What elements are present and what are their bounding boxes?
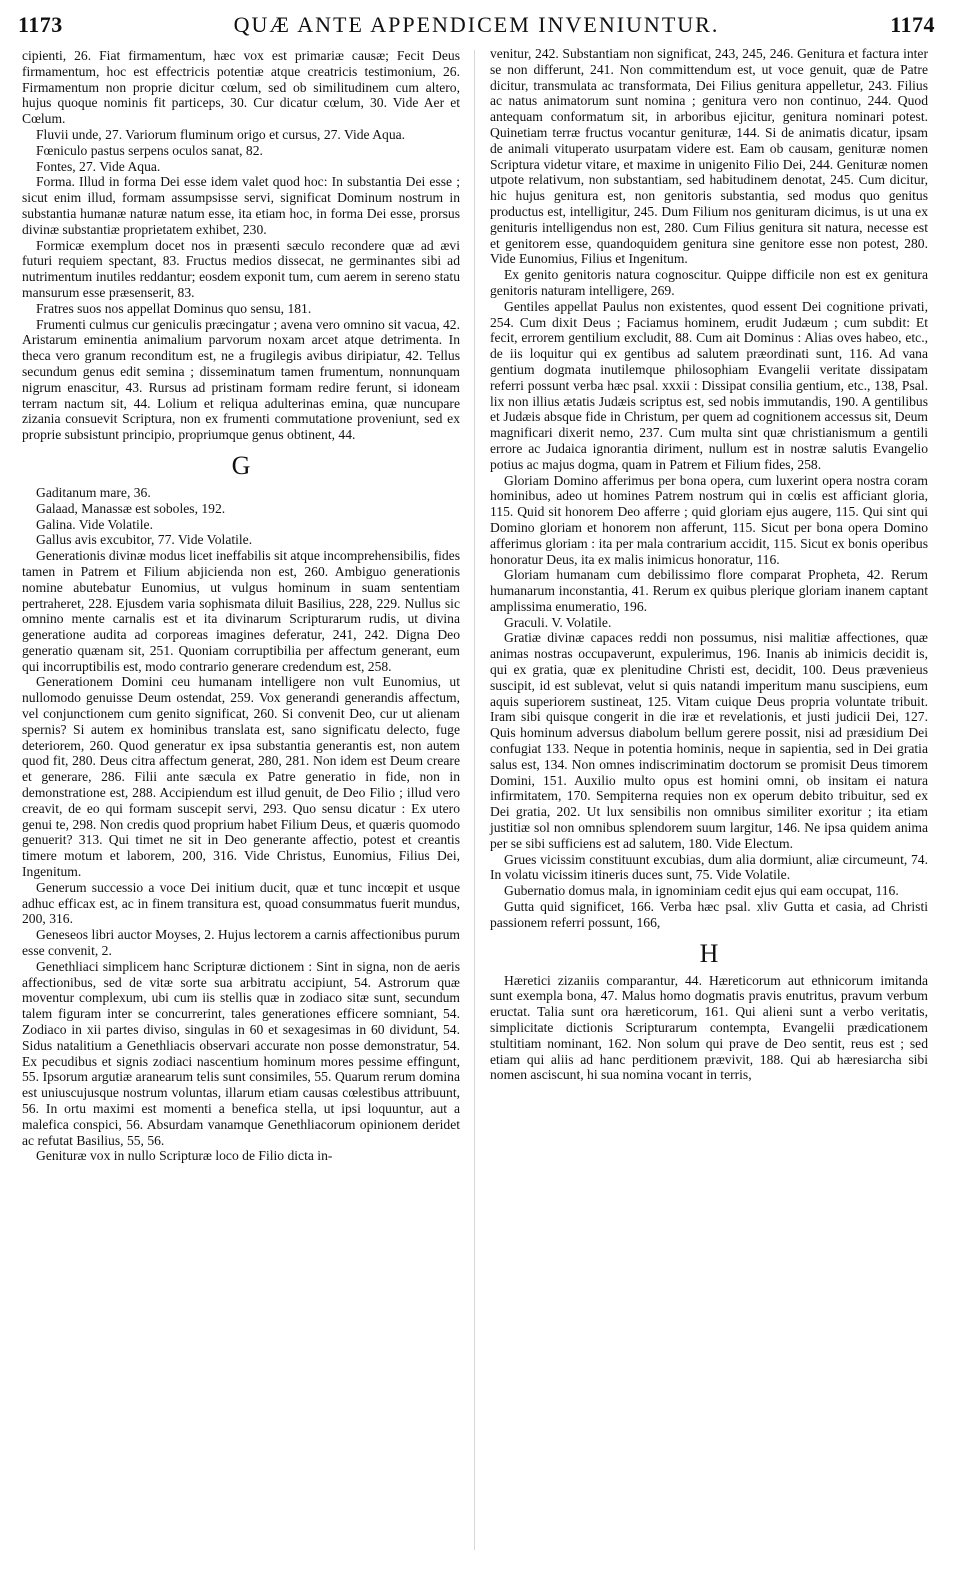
index-entry: Graculi. V. Volatile.	[504, 614, 612, 630]
index-entry: Gloriam humanam cum debilissimo flore comparat Propheta, 42. Rerum humanarum inconstantia, 41. Rerum ex quibus plerique gloriam inanem captant amplissima enumeratio, 196.	[490, 567, 928, 614]
index-entry: Gratiæ divinæ capaces reddi non possumus, nisi malitiæ affectiones, quæ animas nostras occupaverunt, expulerimus, 196. Inanis ab inimicis decidit is, qui ex gratia, quæ ex plenitudine Christi est, decidit, 100. Deus prævenieus suscipit, id est sublevat, velut si quis natandi imperitum manu suscipiens, eum aquis superiorem sustineat, 125. Vitam cuique Deus propria voluntate tribuit. Iram sibi quisque congerit in die iræ et revelationis, et justi judicii Dei, 127. Quis hominum adversus diabolum bellum gerere possit, nisi ad præsidium Dei confugiat 133. Neque in potentia hominis, neque in sapientia, sed in Dei gratia salus est, 134. Non omnes indiscriminatim doctorum se promisit Deus timorem Domini, 151. Auxilio multo opus est homini omni, ob insitam ei natura infirmitatem, 170. Sempiterna requies non ex operum debito tribuitur, sed ex Dei gratia, 202. Ut lux sensibilis non omnibus similiter exoritur ; ita etiam justitiæ sol non omnibus splendorem suum largitur, 146. Ne ipsa quidem anima per se sibi sufficiens est ad salutem, 180. Vide Electum.	[490, 630, 928, 851]
index-entry: Gaditanum mare, 36.	[36, 484, 151, 500]
section-letter-g: G	[231, 450, 251, 480]
index-entry: Forma. Illud in forma Dei esse idem valet quod hoc: In substantia Dei esse ; sicut enim illud, formam assumpsisse servi, significat Dominum nostrum in substantia humanæ naturæ natum esse, ita etiam hoc, in forma Dei esse, prorsus divinæ substantiæ proprietatem exhibet, 230.	[22, 174, 460, 237]
index-entry: cipienti, 26. Fiat firmamentum, hæc vox est primariæ causæ; Fecit Deus firmamentum, hoc est effectricis potentiæ atque creatricis testimonium, 26. Firmamentum non proprie dicitur cœlum, sed ob similitudinem cum altero, hujus quoque nominis fit particeps, 30. Cur dicatur cœlum, 30. Vide Aer et Cœlum.	[22, 48, 460, 127]
index-entry: Ex genito genitoris natura cognoscitur. Quippe difficile non est ex genitura genitoris naturam intelligere, 269.	[490, 267, 928, 298]
right-g-entries	[490, 46, 928, 931]
index-entry: Galaad, Manassæ est soboles, 192.	[36, 500, 226, 516]
index-entry: Generationem Domini ceu humanam intelligere non vult Eunomius, ut nullomodo genuisse Deum ostendat, 259. Vox generandi generandis affectum, vel conjunctionem cum genito significat, 260. Si convenit Deo, cur ut alienam spernis? Si autem ex hominibus translata est, sano significatu delecto, fuge deteriorem, 260. Quod generatur ex ipsa substantia generantis est, non autem quod fit, 280. Deus citra affectum generat, 280, 281. Non idem est Deum creare et generare, 286. Filii ante sæcula ex Patre generatio in fide, non in demonstratione est, 288. Accipiendum est illud genuit, de Deo Filio ; illud vero creavit, de eo qui formam suscepit servi, 293. Quo sensu dicatur : Ex utero genui te, 298. Non credis quod proprium habet Filium Deus, et quæris quomodo genuerit? 313. Qui timet ne sit in Deo generante affectio, potest et creantis timere motum et laborem, 200, 316. Vide Christus, Eunomius, Filius Dei, Ingenitum.	[22, 674, 460, 880]
index-entry: Genethliaci simplicem hanc Scripturæ dictionem : Sint in signa, non de aeris affectionibus, sed de vitæ sorte sua arbitratu accipiunt, 54. Astrorum quæ moventur complexum, ubi cum iis stellis quæ in zodiaco sitæ sunt, secundum talem figuram inter se concurrerint, tales generationes efficere somniant, 54. Zodiaco in xii partes diviso, singulas in 60 et sexagesimas in 60 dividunt, 54. Sidus natalitium a Genethliacis observari accurate non posse demonstratur, 54. Ex pecudibus et signis zodiaci nascentium hominum mores pessime effingunt, 55. Ipsorum argutiæ aranearum telis sunt consimiles, 55. Quarum rerum domina est uniuscujusque nostrum voluntas, illarum etiam causas cœlestibus attribuunt, 56. In ortu maximi est momenti a benefica stella, ut ipsi loquuntur, aut a malefica conspici, 56. Absurdam vanamque Genethliacorum opinionem deridet ac refutat Basilius, 55, 56.	[22, 958, 460, 1148]
index-entry: Fœniculo pastus serpens oculos sanat, 82.	[36, 142, 263, 158]
h-entries	[490, 973, 928, 1084]
right-column	[490, 46, 928, 1083]
index-entry: Gloriam Domino afferimus per bona opera, cum luxerint opera nostra coram hominibus, adeo ut homines Patrem nostrum qui in cœlis est afficiant gloria, 115. Quid sit honorem Deo afferre ; quid gloriam ejus augere, 115. Qui sint qui Domino gloriam et honorem non afferunt, 115. Sicut per bona opera Domino afferimus gloriam : ita per mala contrarium accidit, 115. Sicut ex bonis operibus honoratur Deus, ita ex malis inimicus honoratur, 116.	[490, 472, 928, 567]
column-divider	[474, 50, 475, 1550]
index-entry: Galina. Vide Volatile.	[36, 516, 153, 532]
index-entry: Frumenti culmus cur geniculis præcingatur ; avena vero omnino sit vacua, 42. Aristarum eminentia animalium parvorum noxam arcet atque detrimenta. In theca vero granum reconditum est, ne a frugilegis avibus diripiatur, 42. Tellus secundum genus edit semina ; disseminatum tamen frumentum, nonnunquam nigrum enascitur, 43. Rursus ad pristinam formam redire ferunt, si idoneam terram nactum sit, 44. Lolium et reliqua adulterinas emina, quæ nuncupare zizania consuevit Scriptura, non ex frumenti commutatione proveniunt, sed ex proprie subsistunt principio, propriumque genus obtinent, 44.	[22, 316, 460, 443]
running-title: QUÆ ANTE APPENDICEM INVENIUNTUR.	[233, 12, 720, 37]
index-entry: Fontes, 27. Vide Aqua.	[36, 158, 161, 174]
page-number-right: 1174	[890, 12, 935, 37]
index-entry: Gentiles appellat Paulus non existentes, quod essent Dei cognitione privati, 254. Cum dixit Deus ; Faciamus hominem, erudit Judæum ; cum subdit: Et fecit, errorem gentilium excludit, 88. Cum ait Dominus : Alias oves habeo, etc., de iis loquitur qui ex gentibus ad salutem præordinati sunt, 116. Ad vana gentium dogmata inutilemque philosophiam Evangelii veritate dissipatam referri possunt verba hæc psal. xxxii : Dissipat consilia gentium, etc., 138, Psal. lix non illius ætatis Judæis scriptus est, sed nobis immutandis, 190. A gentilibus et Judæis absque fide in Christum, per quem ad cognitionem accessus sit, Deum magnificari dixerit nemo, 237. Cum multa sint quæ christianismum a gentili errore ac Judaica ignorantia diriment, nullum est in nostræ salutis Evangelio potius ac majus dogma, quam in Patrem et Filium fides, 258.	[490, 298, 928, 472]
index-entry: Generationis divinæ modus licet ineffabilis sit atque incomprehensibilis, fides tamen in Patrem et Filium abjicienda non est, 260. Ambiguo generationis nomine abutebatur Eunomius, ut vulgus hominum in suam sententiam pertraheret, 228. Ejusdem varia sophismata diluit Basilius, 228, 229. Nullus sic omnino mente carnalis est et ita divinarum Scripturarum rudis, ut divina generatione audita ad corporeas imagines deferatur, 241, 242. Digna Deo generatio quænam sit, 251. Quoniam corruptibilia per affectum generant, eum qui incorruptibilis est, modo contrario generare credendum est, 258.	[22, 548, 460, 674]
left-column	[22, 48, 460, 1164]
index-entry: Genituræ vox in nullo Scripturæ loco de Filio dicta in-	[36, 1148, 333, 1164]
index-entry: Gutta quid significet, 166. Verba hæc psal. xliv Gutta et casia, ad Christi passionem referri possunt, 166,	[490, 899, 928, 930]
index-entry: Geneseos libri auctor Moyses, 2. Hujus lectorem a carnis affectionibus purum esse convenit, 2.	[22, 927, 460, 959]
index-entry: venitur, 242. Substantiam non significat, 243, 245, 246. Genitura et factura inter se non differunt, 241. Non committendum est, ut voce genuit, quæ de Patre dicitur, transmulata ac transformata, Dei Filius genitura appelletur, 243. Filius ac natus animatorum sunt nomina ; genitura vero non continuo, 244. Quod antequam conformatum sit, in arboribus ejicitur, genitura nominari potest. Quinetiam terræ fructus vocantur genituræ, 144. Si de animatis dicatur, ipsam de animali vituperato usurpatam videre est. Eam ob causam, genituræ nomen Scriptura videtur vitare, et maxime in unigenito Filio Dei, 244. Genituræ nomen utpote relativum, non substantiam, sed habitudinem denotat, 245. Cum dicitur, hic hujus genitura est, non genitoris substantia, sed modus quo genitus productus est, intelligitur, 245. Dum Filium nos genituram dicimus, is ut una ex genituris intelligendus non est, 280. Cum Filius genitura sit natura, necesse est et genitorem esse, quandoquidem genitura sine genitore esse non potest, 280. Vide Eunomius, Filius et Ingenitum.	[490, 46, 928, 267]
left-top-entries	[22, 48, 460, 443]
index-entry: Grues vicissim constituunt excubias, dum alia dormiunt, aliæ circumeunt, 74. In volatu vicissim itineris duces sunt, 75. Vide Volatile.	[490, 851, 928, 883]
index-entry: Gallus avis excubitor, 77. Vide Volatile.	[36, 532, 253, 548]
index-entry: Formicæ exemplum docet nos in præsenti sæculo recondere quæ ad ævi futuri requiem spectant, 83. Fructus medios dissecat, ne germinantes sibi ad nutrimentum inutiles reddantur; eosdem exponit tum, cum aerem in sereno statu mansurum esse præsenserit, 83.	[22, 237, 460, 300]
index-entry: Hæretici zizaniis comparantur, 44. Hæreticorum aut ethnicorum imitanda sunt exempla bona, 47. Malus homo dogmatis pravis enutritus, pravum verbum eructat. Talia sunt ora hæreticorum, 161. Qui alieni sunt a verbo veritatis, simplicitate dictionis Scripturarum contempta, Evangelii prædicationem stultitiam nominant, 162. Non solum qui prave de Deo sentit, reus est ; sed etiam qui aliis ad hanc perditionem prævivit, 188. Qui ab hæresiarcha sibi nomen asciscunt, hi sua nomina vocant in terris,	[490, 972, 928, 1083]
section-letter-h: H	[699, 938, 719, 968]
page-number-left: 1173	[18, 12, 63, 37]
g-entries	[22, 485, 460, 1164]
page-header	[18, 12, 935, 44]
index-entry: Gubernatio domus mala, in ignominiam cedit ejus qui eam occupat, 116.	[504, 883, 899, 899]
index-entry: Fratres suos nos appellat Dominus quo sensu, 181.	[36, 300, 312, 316]
index-entry: Generum successio a voce Dei initium ducit, quæ et tunc incœpit et usque adhuc efficax est, ac in finem transitura est, quoad consummatus fuerit mundus, 200, 316.	[22, 879, 460, 927]
index-entry: Fluvii unde, 27. Variorum fluminum origo et cursus, 27. Vide Aqua.	[36, 126, 406, 142]
